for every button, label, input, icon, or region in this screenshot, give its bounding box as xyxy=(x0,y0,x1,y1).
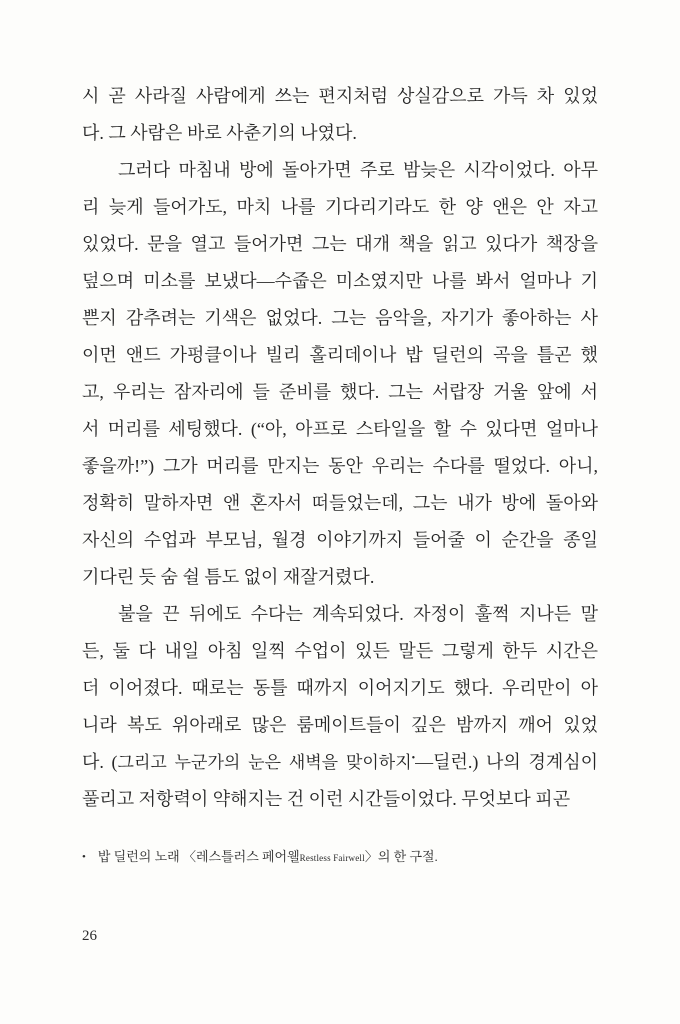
body-line: 쁜지 감추려는 기색은 없었다. 그는 음악을, 자기가 좋아하는 사 xyxy=(82,308,598,328)
footnote xyxy=(82,847,598,868)
body-line: 그러다 마침내 방에 돌아가면 주로 밤늦은 시각이었다. 아무 xyxy=(118,160,598,180)
body-line: 좋을까!”) 그가 머리를 만지는 동안 우리는 수다를 떨었다. 아니, xyxy=(82,456,598,476)
body-line: 다. 그 사람은 바로 사춘기의 나였다. xyxy=(82,123,357,143)
body-line: 고, 우리는 잠자리에 들 준비를 했다. 그는 서랍장 거울 앞에 서 xyxy=(82,382,598,402)
line-text: —딜런.) 나의 경계심이 xyxy=(415,752,598,772)
page-number: 26 xyxy=(82,928,97,944)
footnote-text-english: Restless Fairwell xyxy=(299,853,365,863)
body-line: 더 이어졌다. 때로는 동틀 때까지 이어지기도 했다. 우리만이 아 xyxy=(82,678,598,698)
line-text: 다. ( xyxy=(82,752,118,772)
footnote-text-korean: 밥 딜런의 노래 〈레스틀러스 페어웰 xyxy=(97,849,300,864)
body-line: 든, 둘 다 내일 아침 일찍 수업이 있든 말든 그렇게 한두 시간은 xyxy=(82,641,598,661)
song-lyric-quote: 그리고 누군가의 눈은 새벽을 맞이하지 xyxy=(117,753,412,772)
body-line: 리 늦게 들어가도, 마치 나를 기다리기라도 한 양 앤은 안 자고 xyxy=(82,197,598,217)
body-line: 자신의 수업과 부모님, 월경 이야기까지 들어줄 이 순간을 종일 xyxy=(82,530,598,550)
footnote-text-korean: 〉의 한 구절. xyxy=(364,849,438,864)
footnote-text xyxy=(98,847,438,868)
body-line: 있었다. 문을 열고 들어가면 그는 대개 책을 읽고 있다가 책장을 xyxy=(82,234,598,254)
body-line: 니라 복도 위아래로 많은 룸메이트들이 깊은 밤까지 깨어 있었 xyxy=(82,715,598,735)
body-line: 이먼 앤드 가펑클이나 빌리 홀리데이나 밥 딜런의 곡을 틀곤 했 xyxy=(82,345,598,365)
body-line: 서 머리를 세팅했다. (“아, 아프로 스타일을 할 수 있다면 얼마나 xyxy=(82,419,598,439)
body-line: 덮으며 미소를 보냈다—수줍은 미소였지만 나를 봐서 얼마나 기 xyxy=(82,271,598,291)
body-line: 불을 끈 뒤에도 수다는 계속되었다. 자정이 훌쩍 지나든 말 xyxy=(118,604,598,624)
body-line: 정확히 말하자면 앤 혼자서 떠들었는데, 그는 내가 방에 돌아와 xyxy=(82,493,598,513)
body-text xyxy=(82,78,598,818)
body-line: 기다린 듯 숨 쉴 틈도 없이 재잘거렸다. xyxy=(82,567,375,587)
footnote-reference-marker: • xyxy=(411,753,416,764)
footnote-bullet-icon: • xyxy=(82,851,86,863)
body-line: 풀리고 저항력이 약해지는 건 이런 시간들이었다. 무엇보다 피곤 xyxy=(82,789,571,809)
body-line: 시 곧 사라질 사람에게 쓰는 편지처럼 상실감으로 가득 차 있었 xyxy=(82,86,598,106)
body-line-with-lyric xyxy=(82,744,598,781)
